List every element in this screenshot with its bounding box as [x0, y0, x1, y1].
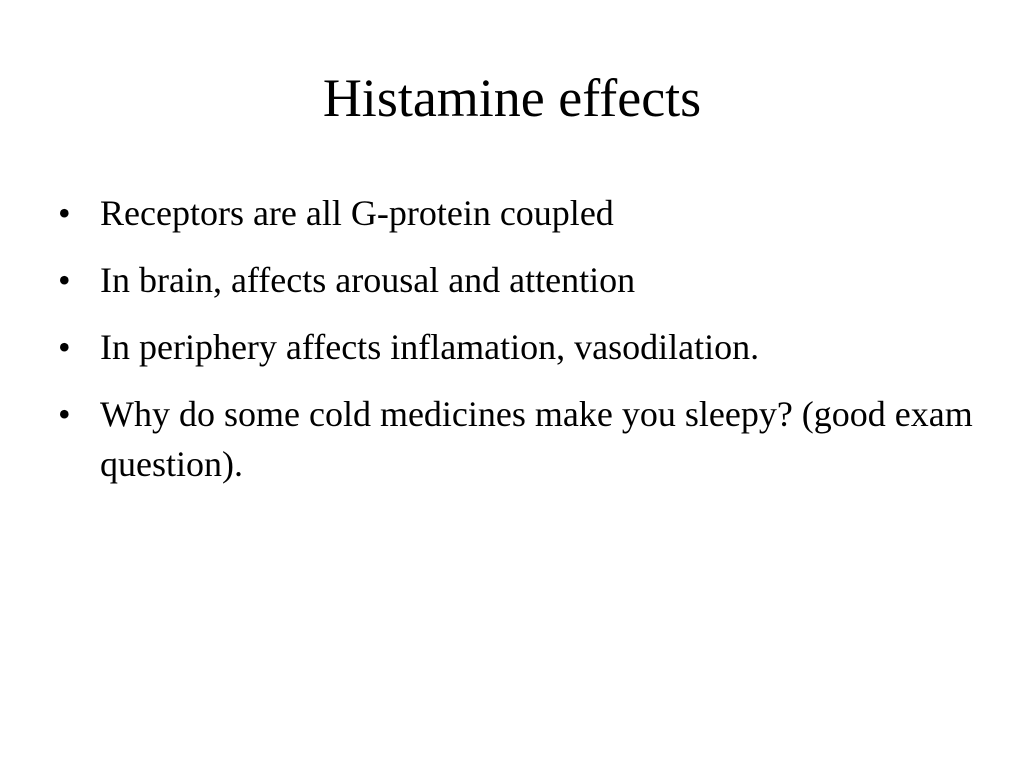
bullet-item-cold-medicines	[58, 389, 978, 489]
bullet-list	[58, 188, 978, 506]
bullet-icon: •	[58, 260, 71, 300]
bullet-icon: •	[58, 193, 71, 233]
bullet-text: In periphery affects inflamation, vasodilation.	[100, 327, 760, 367]
bullet-text: Receptors are all G-protein coupled	[100, 193, 614, 233]
bullet-icon: •	[58, 327, 71, 367]
bullet-item-periphery	[58, 322, 978, 372]
bullet-text: In brain, affects arousal and attention	[100, 260, 636, 300]
bullet-item-brain	[58, 255, 978, 305]
slide-title: Histamine effects	[322, 68, 702, 128]
bullet-icon: •	[58, 394, 71, 434]
bullet-text: Why do some cold medicines make you sleepy? (good exam question).	[100, 394, 973, 484]
bullet-item-receptors	[58, 188, 978, 238]
